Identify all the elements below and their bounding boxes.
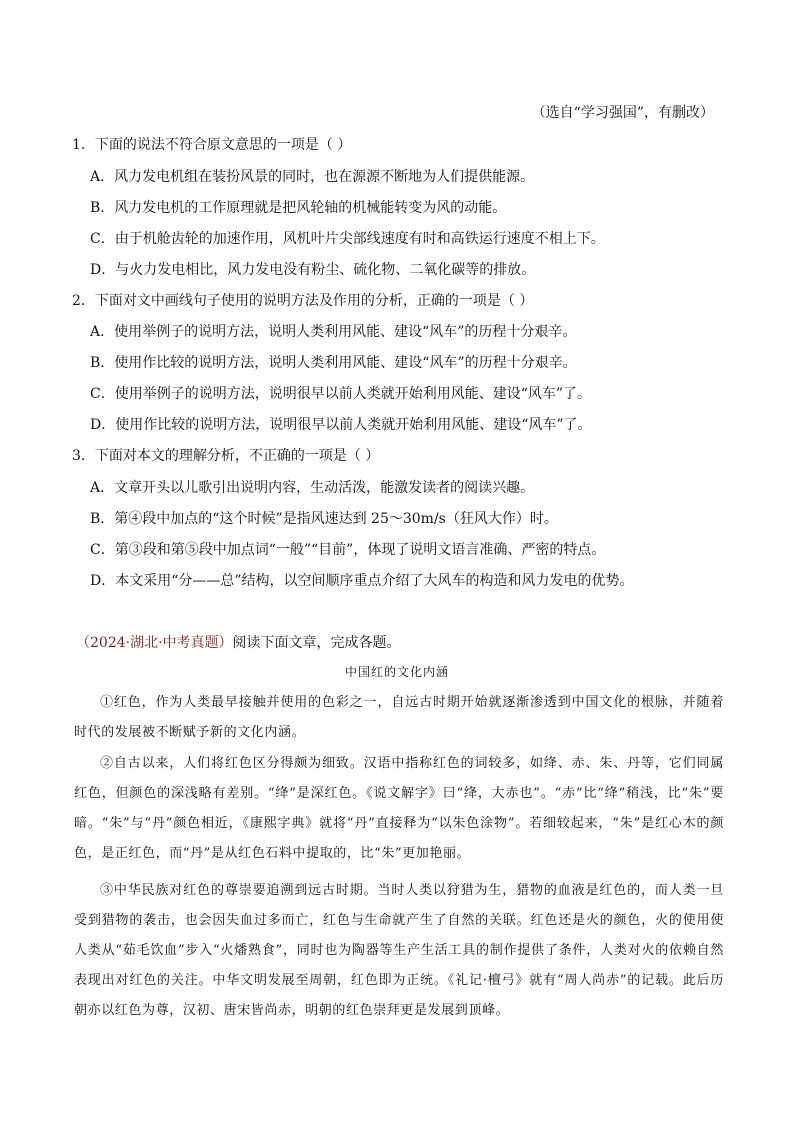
question-2-option-b: B．使用作比较的说明方法，说明人类利用风能、建设“风车”的历程十分艰辛。 (90, 355, 577, 371)
question-2-option-d: D．使用作比较的说明方法，说明很早以前人类就开始利用风能、建设“风车”了。 (90, 417, 592, 433)
article-paragraph-2: ②自古以来，人们将红色区分得颇为细致。汉语中指称红色的词较多，如绛、赤、朱、丹等，它们同属红色，但颜色的深浅略有差别。“绛”是深红色。《说文解字》曰“绛，大赤也”。“赤”比“绛”稍浅，比“朱”要暗。“朱”与“丹”颜色相近，《康熙字典》就将“丹”直接释为“以朱色涂物”。若细较起来，“朱”是红心木的颜色，是正红色，而“丹”是从红色石料中提取的，比“朱”更加艳丽。 (74, 756, 724, 861)
question-3-stem: 3．下面对本文的理解分析，不正确的一项是（ ） (72, 448, 380, 464)
question-3-option-b: B．第④段中加点的“这个时候”是指风速达到 25～30m/s（狂风大作）时。 (90, 511, 558, 527)
question-1-option-d: D．与火力发电相比，风力发电没有粉尘、硫化物、二氧化碳等的排放。 (90, 262, 536, 278)
question-1-stem: 1．下面的说法不符合原文意思的一项是（ ） (72, 137, 352, 153)
source-note: （选自“学习强国”，有删改） (531, 105, 714, 121)
question-1-option-b: B．风力发电机的工作原理就是把风轮轴的机械能转变为风的动能。 (90, 200, 507, 216)
article-paragraph-3: ③中华民族对红色的尊崇要追溯到远古时期。当时人类以狩猎为生，猎物的血液是红色的，而人类一旦受到猎物的袭击，也会因失血过多而亡，红色与生命就产生了自然的关联。红色还是火的颜色，火的使用使人类从“茹毛饮血”步入“火燔熟食”，同时也为陶器等生产生活工具的制作提供了条件，人类对火的依赖自然表现出对红色的关注。中华文明发展至周朝，红色即为正统。《礼记·檀弓》就有“周人尚赤”的记载。此后历朝亦以红色为尊，汉初、唐宋皆尚赤，明朝的红色崇拜更是发展到顶峰。 (74, 883, 724, 1018)
exam-source-tag: （2024·湖北·中考真题） (76, 635, 233, 651)
article-title: 中国红的文化内涵 (344, 665, 449, 679)
reading-intro (76, 632, 401, 652)
article-paragraph-1: ①红色，作为人类最早接触并使用的色彩之一，自远古时期开始就逐渐渗透到中国文化的根脉，并随着时代的发展被不断赋予新的文化内涵。 (74, 695, 724, 740)
question-2-option-a: A．使用举例子的说明方法，说明人类利用风能、建设“风车”的历程十分艰辛。 (90, 324, 577, 340)
question-1-option-c: C．由于机舱齿轮的加速作用，风机叶片尖部线速度有时和高铁运行速度不相上下。 (90, 231, 605, 247)
question-2-stem: 2．下面对文中画线句子使用的说明方法及作用的分析，正确的一项是（ ） (72, 293, 534, 309)
question-3-option-a: A．文章开头以儿歌引出说明内容，生动活泼，能激发读者的阅读兴趣。 (90, 480, 535, 496)
question-2-option-c: C．使用举例子的说明方法，说明很早以前人类就开始利用风能、建设“风车”了。 (90, 386, 592, 402)
question-3-option-c: C．第③段和第⑤段中加点词“一般”“目前”，体现了说明文语言准确、严密的特点。 (90, 542, 606, 558)
reading-instruction: 阅读下面文章，完成各题。 (232, 635, 401, 651)
question-1-option-a: A．风力发电机组在装扮风景的同时，也在源源不断地为人们提供能源。 (90, 169, 535, 185)
question-3-option-d: D．本文采用“分——总”结构，以空间顺序重点介绍了大风车的构造和风力发电的优势。 (90, 573, 634, 589)
